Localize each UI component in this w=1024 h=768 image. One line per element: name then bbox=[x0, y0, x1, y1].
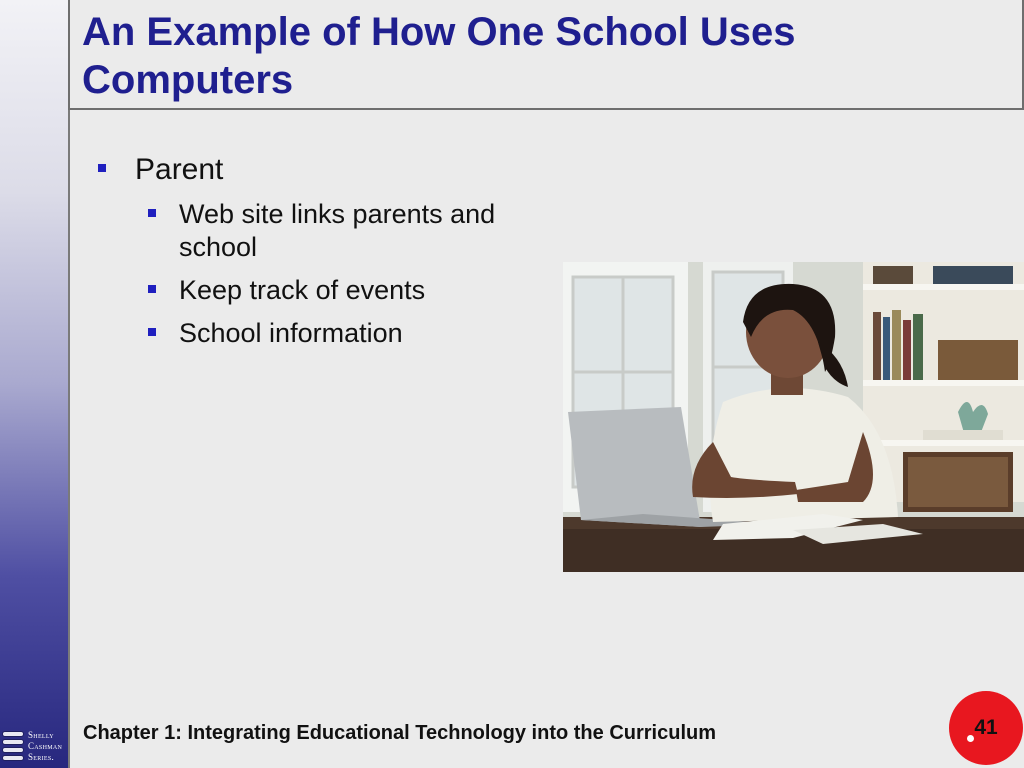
sub-bullet-item bbox=[148, 198, 518, 264]
sub-bullet-list bbox=[98, 198, 518, 350]
slide-title: An Example of How One School Uses Computers bbox=[82, 10, 796, 102]
page-number: 41 bbox=[974, 716, 998, 739]
square-bullet-icon bbox=[148, 209, 156, 217]
square-bullet-icon bbox=[148, 328, 156, 336]
shelly-cashman-logo bbox=[0, 724, 70, 768]
sub-bullet-text: Keep track of events bbox=[179, 275, 426, 305]
logo-text: Shelly Cashman Series. bbox=[28, 729, 63, 762]
sub-bullet-text: School information bbox=[179, 318, 403, 348]
page-number-badge bbox=[949, 691, 1023, 765]
badge-dot-icon bbox=[967, 735, 974, 742]
bullet-text: Parent bbox=[135, 153, 224, 186]
book-stack-icon bbox=[2, 726, 24, 766]
bullet-list bbox=[98, 152, 518, 350]
footer-chapter-text: Chapter 1: Integrating Educational Technology into the Curriculum bbox=[83, 722, 716, 744]
left-decorative-bar bbox=[0, 0, 70, 768]
sub-bullet-item bbox=[148, 274, 518, 307]
title-box bbox=[68, 0, 1024, 110]
sub-bullet-item bbox=[148, 317, 518, 350]
woman-using-laptop-photo bbox=[563, 262, 1024, 572]
square-bullet-icon bbox=[98, 164, 106, 172]
bullet-item-parent bbox=[98, 152, 518, 188]
sub-bullet-text: Web site links parents and school bbox=[179, 199, 496, 262]
square-bullet-icon bbox=[148, 285, 156, 293]
